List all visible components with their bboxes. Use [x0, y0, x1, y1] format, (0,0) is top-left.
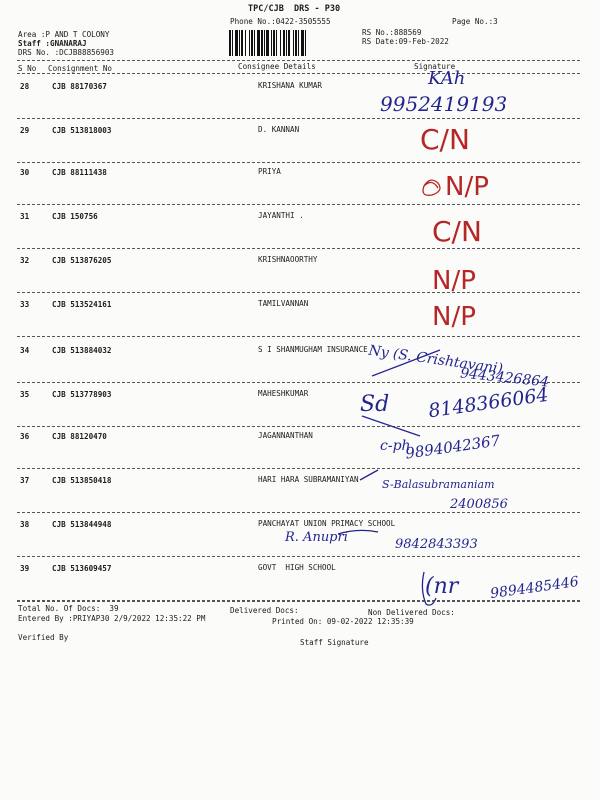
barcode-bar	[286, 30, 287, 56]
footer-divider	[17, 601, 580, 602]
row-consignee: D. KANNAN	[258, 125, 300, 134]
total-docs: Total No. Of Docs: 39	[18, 604, 119, 613]
row-sno: 31	[20, 212, 30, 221]
barcode-bar	[301, 30, 304, 56]
barcode-bar	[283, 30, 285, 56]
row-divider	[17, 468, 580, 469]
row-consignment-no: CJB 513524161	[52, 300, 112, 309]
header-divider-bottom	[17, 73, 580, 74]
barcode-bar	[276, 30, 277, 56]
handwritten-phone-34: 9443426864	[459, 365, 550, 391]
barcode-bar	[245, 30, 246, 56]
handwritten-status-33: N/P	[432, 302, 476, 332]
barcode-bar	[266, 30, 269, 56]
barcode-bar	[298, 30, 299, 56]
handwritten-phone-35: 8148366064	[427, 383, 550, 423]
row-consignment-no: CJB 513778903	[52, 390, 112, 399]
row-consignment-no: CJB 88120470	[52, 432, 107, 441]
printed-on: Printed On: 09-02-2022 12:35:39	[272, 617, 414, 626]
row-consignee: HARI HARA SUBRAMANIYAN	[258, 475, 359, 484]
row-sno: 28	[20, 82, 30, 91]
handwritten-status-29: C/N	[420, 123, 470, 156]
row-consignment-no: CJB 513818003	[52, 126, 112, 135]
page-number: Page No.:3	[452, 17, 498, 26]
handwritten-phone-38: 9842843393	[395, 537, 478, 552]
barcode-bar	[254, 30, 255, 56]
handwritten-status-31: C/N	[432, 215, 482, 248]
row-consignee: JAGANNANTHAN	[258, 431, 313, 440]
staff-label: Staff :GNANARAJ	[18, 39, 87, 48]
row-divider	[17, 426, 580, 427]
row-consignee: PANCHAYAT UNION PRIMACY SCHOOL	[258, 519, 396, 528]
handwritten-signature-28: KAh	[428, 68, 466, 89]
header-divider-top	[17, 60, 580, 61]
barcode-bar	[251, 30, 253, 56]
handwritten-status-32: N/P	[432, 266, 476, 296]
phone-number: Phone No.:0422-3505555	[230, 17, 331, 26]
non-delivered-docs: Non Delivered Docs:	[368, 608, 455, 617]
row-consignee: PRIYA	[258, 167, 281, 176]
row-divider	[17, 292, 580, 293]
barcode-bar	[293, 30, 294, 56]
handwritten-signature-38: R. Anupri	[285, 530, 348, 545]
row-consignment-no: CJB 513850418	[52, 476, 112, 485]
drs-number: DRS No. :DCJB88856903	[18, 48, 115, 57]
row-consignee: KRISHANA KUMAR	[258, 81, 323, 90]
barcode-bar	[249, 30, 250, 56]
barcode-bar	[295, 30, 297, 56]
row-divider	[17, 556, 580, 557]
barcode-bar	[273, 30, 275, 56]
entered-by: Entered By :PRIYAP30 2/9/2022 12:35:22 PM	[18, 614, 206, 623]
rs-number: RS No.:888569	[362, 28, 422, 37]
row-consignee: GOVT HIGH SCHOOL	[258, 563, 336, 572]
row-consignee: TAMILVANNAN	[258, 299, 309, 308]
barcode-bar	[235, 30, 238, 56]
row-consignee: KRISHNAOORTHY	[258, 255, 318, 264]
handwritten-name-37: S-Balasubramaniam	[382, 478, 495, 491]
verified-by: Verified By	[18, 633, 69, 642]
row-consignment-no: CJB 513844948	[52, 520, 112, 529]
row-sno: 38	[20, 520, 30, 529]
row-consignment-no: CJB 513884032	[52, 346, 112, 355]
row-consignment-no: CJB 513876205	[52, 256, 112, 265]
row-sno: 37	[20, 476, 30, 485]
row-sno: 39	[20, 564, 30, 573]
column-header-sno: S No	[18, 64, 37, 73]
handwritten-phone-28: 9952419193	[380, 92, 508, 116]
report-title: TPC/CJB DRS - P30	[248, 4, 341, 14]
staff-signature: Staff Signature	[300, 638, 369, 647]
barcode-bar	[229, 30, 231, 56]
handwritten-signature-36: c-ph	[380, 438, 411, 454]
slash-row-37	[360, 470, 378, 480]
barcode-bar	[232, 30, 233, 56]
row-consignment-no: CJB 88111438	[52, 168, 107, 177]
handwritten-signature-35: Sd	[360, 392, 390, 417]
row-divider	[17, 336, 580, 337]
handwritten-signature-39: (nr	[425, 574, 459, 599]
row-divider	[17, 118, 580, 119]
barcode-bar	[261, 30, 263, 56]
rs-date: RS Date:09-Feb-2022	[362, 37, 449, 46]
row-consignment-no: CJB 88170367	[52, 82, 107, 91]
column-header-details: Consignee Details	[238, 62, 316, 71]
delivered-docs: Delivered Docs:	[230, 606, 299, 615]
row-consignee: JAYANTHI .	[258, 211, 304, 220]
row-sno: 29	[20, 126, 30, 135]
row-sno: 33	[20, 300, 30, 309]
barcode-bar	[257, 30, 260, 56]
barcode-icon	[228, 30, 350, 56]
scribble-row-30	[423, 180, 440, 195]
column-header-signature: Signature	[414, 62, 456, 71]
barcode-bar	[271, 30, 272, 56]
row-consignee: MAHESHKUMAR	[258, 389, 309, 398]
column-header-consignment: Consignment No	[48, 64, 113, 73]
barcode-bar	[239, 30, 240, 56]
barcode-bar	[305, 30, 306, 56]
handwritten-name-34: Ny (S. Crishtavani)	[367, 342, 504, 378]
barcode-bar	[280, 30, 281, 56]
handwritten-phone-36: 9894042367	[404, 431, 502, 463]
area-label: Area :P AND T COLONY	[18, 30, 110, 39]
row-divider	[17, 512, 580, 513]
row-divider	[17, 248, 580, 249]
handwritten-phone-37: 2400856	[450, 497, 508, 512]
handwritten-phone-39: 9894485446	[489, 573, 580, 603]
row-sno: 30	[20, 168, 30, 177]
handwritten-status-30: N/P	[445, 172, 489, 202]
row-consignee: S I SHANMUGHAM INSURANCE	[258, 345, 368, 354]
barcode-bar	[241, 30, 243, 56]
row-consignment-no: CJB 150756	[52, 212, 98, 221]
row-divider	[17, 204, 580, 205]
barcode-bar	[264, 30, 265, 56]
row-divider	[17, 162, 580, 163]
row-sno: 34	[20, 346, 30, 355]
row-consignment-no: CJB 513609457	[52, 564, 112, 573]
row-sno: 36	[20, 432, 30, 441]
row-sno: 35	[20, 390, 30, 399]
row-sno: 32	[20, 256, 30, 265]
barcode-bar	[288, 30, 290, 56]
